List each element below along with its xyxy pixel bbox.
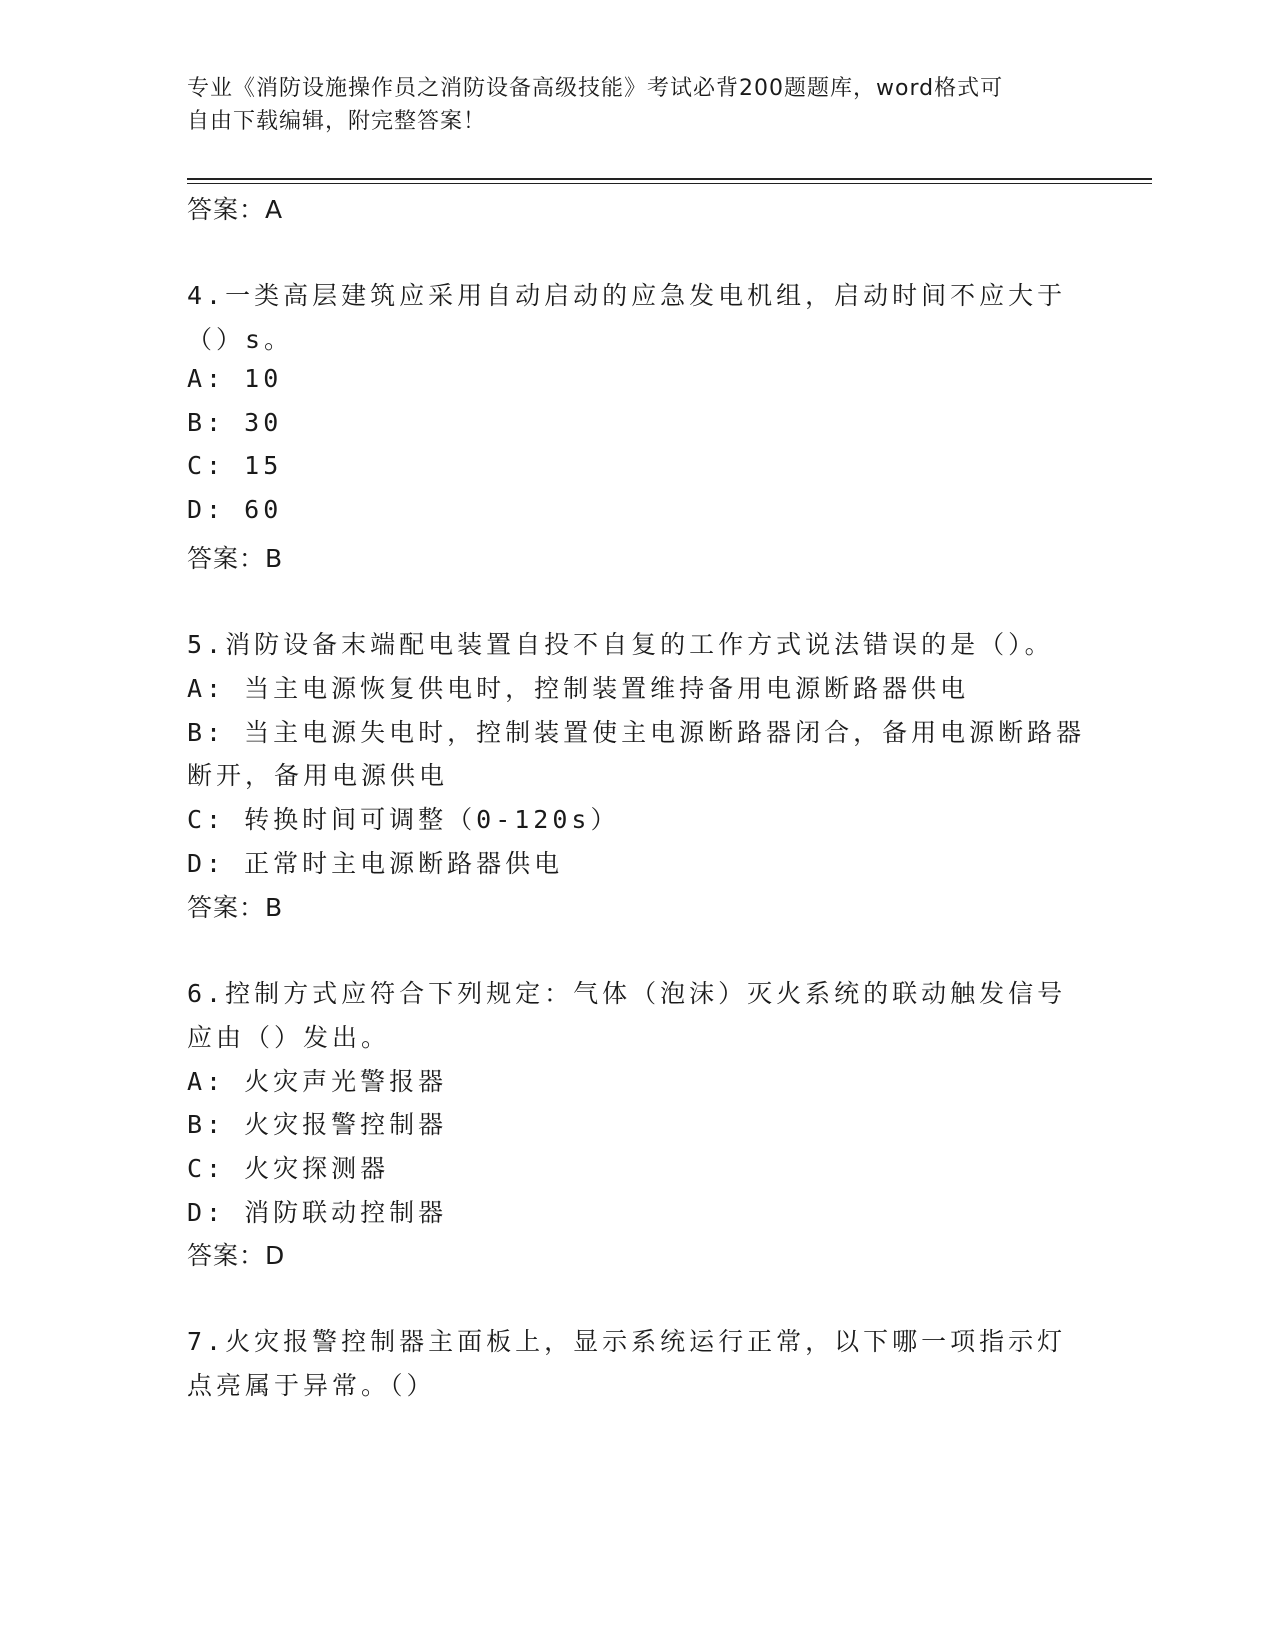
question-7-stem: 7.火灾报警控制器主面板上，显示系统运行正常，以下哪一项指示灯 [187, 1327, 1067, 1356]
question-5-option-b: B: 当主电源失电时，控制装置使主电源断路器闭合，备用电源断路器 [187, 718, 1086, 747]
question-6-stem-cont: 应由（）发出。 [187, 1023, 391, 1052]
question-4-option-c: C: 15 [187, 451, 283, 480]
question-4-stem: 4.一类高层建筑应采用自动启动的应急发电机组，启动时间不应大于 [187, 281, 1067, 310]
question-6-option-a: A: 火灾声光警报器 [187, 1067, 448, 1096]
question-5-stem: 5.消防设备末端配电装置自投不自复的工作方式说法错误的是（）。 [187, 630, 1054, 659]
question-5-option-a: A: 当主电源恢复供电时，控制装置维持备用电源断路器供电 [187, 674, 970, 703]
question-6-option-d: D: 消防联动控制器 [187, 1198, 448, 1227]
header-divider-thin [187, 183, 1152, 184]
question-6-stem: 6.控制方式应符合下列规定：气体（泡沫）灭火系统的联动触发信号 [187, 979, 1067, 1008]
document-header [187, 72, 1087, 138]
answer-q4: 答案：B [187, 544, 284, 573]
question-6-option-b: B: 火灾报警控制器 [187, 1110, 448, 1139]
question-5-option-c: C: 转换时间可调整（0-120s） [187, 805, 620, 834]
question-7-stem-cont: 点亮属于异常。（） [187, 1371, 436, 1400]
answer-q6: 答案：D [187, 1241, 286, 1270]
question-6-option-c: C: 火灾探测器 [187, 1154, 390, 1183]
question-4-option-d: D: 60 [187, 495, 283, 524]
question-5-option-d: D: 正常时主电源断路器供电 [187, 849, 564, 878]
question-4-option-a: A: 10 [187, 364, 283, 393]
answer-q3: 答案：A [187, 195, 284, 224]
question-4-stem-cont: （）s。 [187, 325, 294, 354]
header-divider-thick [187, 178, 1152, 180]
question-5-option-b-cont: 断开，备用电源供电 [187, 761, 449, 790]
header-line-1: 专业《消防设施操作员之消防设备高级技能》考试必背200题题库，word格式可 [187, 76, 1004, 101]
answer-q5: 答案：B [187, 893, 284, 922]
question-4-option-b: B: 30 [187, 408, 283, 437]
header-line-2: 自由下载编辑，附完整答案！ [187, 109, 487, 134]
